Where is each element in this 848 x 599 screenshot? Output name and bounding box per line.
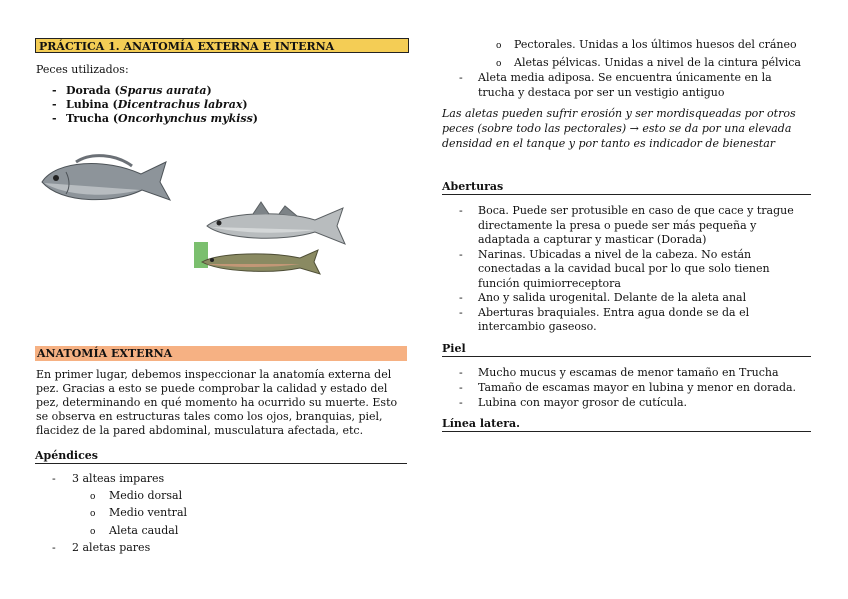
list-item: o Aletas pélvicas. Unidas a nivel de la cintura pélvica — [496, 55, 801, 69]
list-item: - Lubina (Dicentrachus labrax) — [52, 98, 248, 111]
list-item: - Trucha (Oncorhynchus mykiss) — [52, 112, 258, 125]
list-item: o Medio dorsal — [90, 488, 183, 502]
fish-list — [52, 84, 258, 126]
list-item: - Ano y salida urogenital. Delante de la aleta anal — [459, 291, 747, 304]
list-item: - Lubina con mayor grosor de cutícula. — [459, 396, 688, 409]
skin-list — [459, 365, 796, 410]
fin-erosion-note: Las aletas pueden sufrir erosión y ser mordisqueadas por otros peces (sobre todo las pectorales) → esto se da por una elevada densidad en el tanque y por tanto es indicador de bienestar — [442, 107, 796, 150]
external-anatomy-text: En primer lugar, debemos inspeccionar la anatomía externa del pez. Gracias a esto se puede comprobar la calidad y estado del pez, determinando en qué momento ha ocurrido su muerte. Esto se observa en estructuras tales como los ojos, branquias, piel, flacidez de la pared abdominal, musculatura afectada, etc. — [36, 368, 398, 437]
section-external-anatomy: ANATOMÍA EXTERNA — [35, 346, 407, 361]
list-item: - Aberturas braquiales. Entra agua donde se da el intercambio gaseoso. — [459, 305, 750, 333]
list-item: - Dorada (Sparus aurata) — [52, 84, 212, 97]
trout-image — [192, 240, 322, 280]
openings-heading: Aberturas — [442, 180, 811, 195]
skin-heading: Piel — [442, 342, 811, 357]
list-item: - Narinas. Ubicadas a nivel de la cabeza. No están conectadas a la cavidad bucal por lo que solo tienen función quimiorreceptora — [459, 247, 770, 290]
list-item: - Boca. Puede ser protusible en caso de que cace y trague directamente la presa o puede ser más pequeña y adaptada a capturar y masticar (Dorada) — [459, 204, 794, 246]
list-item: o Pectorales. Unidas a los últimos huesos del cráneo — [496, 38, 797, 51]
list-item: - 2 aletas pares — [52, 541, 151, 554]
list-item: o Medio ventral — [90, 506, 188, 519]
appendages-heading: Apéndices — [35, 449, 407, 464]
list-item: - Tamaño de escamas mayor en lubina y menor en dorada. — [459, 381, 797, 394]
openings-list — [459, 204, 794, 335]
list-item: o Aleta caudal — [90, 523, 179, 537]
list-item: - Mucho mucus y escamas de menor tamaño en Trucha — [459, 366, 779, 379]
lateral-line-heading: Línea latera. — [442, 417, 811, 432]
fish-intro: Peces utilizados: — [36, 63, 129, 76]
list-item: - 3 alteas impares — [52, 472, 165, 485]
page-title: PRÁCTICA 1. ANATOMÍA EXTERNA E INTERNA — [35, 38, 409, 53]
appendages-list — [52, 471, 187, 557]
sea-bream-image — [36, 150, 176, 210]
adipose-fin-item: - Aleta media adiposa. Se encuentra únicamente en la trucha y destaca por ser un vestigio antiguo — [459, 71, 772, 99]
pair-fins-list — [496, 37, 801, 72]
